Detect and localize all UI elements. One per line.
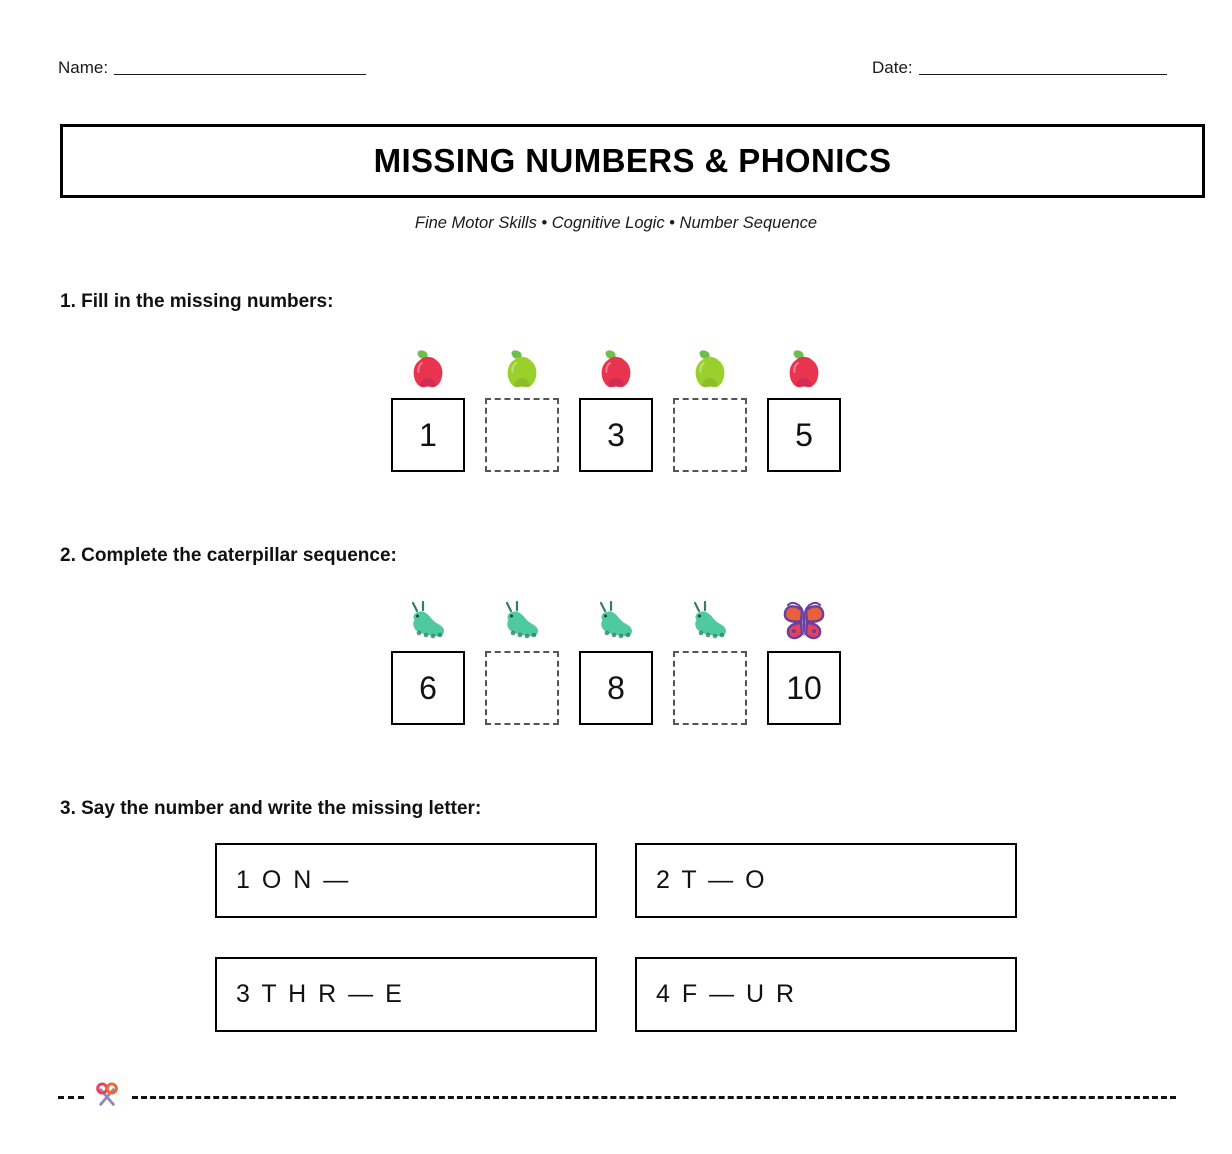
- section-3-heading: 3. Say the number and write the missing letter:: [60, 798, 482, 819]
- caterpillar-icon: [402, 597, 454, 647]
- sequence-item: [391, 597, 465, 725]
- caterpillar-icon: [496, 597, 548, 647]
- sequence-item: [767, 597, 841, 725]
- butterfly-icon: [778, 597, 830, 647]
- cut-line: [58, 1084, 1178, 1110]
- cut-line-dash-left: [58, 1096, 84, 1099]
- word-box[interactable]: 3 T H R — E: [215, 957, 597, 1032]
- student-meta-row: [58, 58, 1174, 88]
- sequence-item: [485, 597, 559, 725]
- page-subtitle: Fine Motor Skills • Cognitive Logic • Number Sequence: [414, 214, 818, 232]
- sequence-item: [579, 597, 653, 725]
- apple-red-icon: [590, 344, 642, 394]
- cut-line-dash-main: [132, 1096, 1176, 1099]
- title-banner: [60, 124, 1205, 198]
- apple-number-sequence: [391, 344, 841, 472]
- scissors-icon: [90, 1080, 124, 1114]
- sequence-item: [767, 344, 841, 472]
- section-1-heading: 1. Fill in the missing numbers:: [60, 291, 334, 312]
- number-box-filled: 1: [391, 398, 465, 472]
- date-label: Date:: [872, 58, 913, 77]
- sequence-item: [673, 344, 747, 472]
- word-box[interactable]: 2 T — O: [635, 843, 1017, 918]
- caterpillar-number-sequence: [391, 597, 841, 725]
- number-box-filled: 5: [767, 398, 841, 472]
- date-write-line[interactable]: [919, 74, 1167, 75]
- apple-red-icon: [402, 344, 454, 394]
- number-box-filled: 10: [767, 651, 841, 725]
- apple-green-icon: [684, 344, 736, 394]
- word-box[interactable]: 1 O N —: [215, 843, 597, 918]
- page-title: MISSING NUMBERS & PHONICS: [373, 142, 892, 179]
- number-box-filled: 6: [391, 651, 465, 725]
- number-box-blank[interactable]: [485, 651, 559, 725]
- name-label: Name:: [58, 58, 109, 77]
- apple-green-icon: [496, 344, 548, 394]
- sequence-item: [579, 344, 653, 472]
- number-box-filled: 3: [579, 398, 653, 472]
- sequence-item: [485, 344, 559, 472]
- date-field[interactable]: [872, 58, 1167, 78]
- caterpillar-icon: [684, 597, 736, 647]
- number-box-blank[interactable]: [673, 398, 747, 472]
- sequence-item: [673, 597, 747, 725]
- section-2-heading: 2. Complete the caterpillar sequence:: [60, 545, 397, 566]
- sequence-item: [391, 344, 465, 472]
- word-box[interactable]: 4 F — U R: [635, 957, 1017, 1032]
- number-box-filled: 8: [579, 651, 653, 725]
- caterpillar-icon: [590, 597, 642, 647]
- number-box-blank[interactable]: [673, 651, 747, 725]
- name-write-line[interactable]: [114, 74, 366, 75]
- name-field[interactable]: [58, 58, 366, 78]
- apple-red-icon: [778, 344, 830, 394]
- number-box-blank[interactable]: [485, 398, 559, 472]
